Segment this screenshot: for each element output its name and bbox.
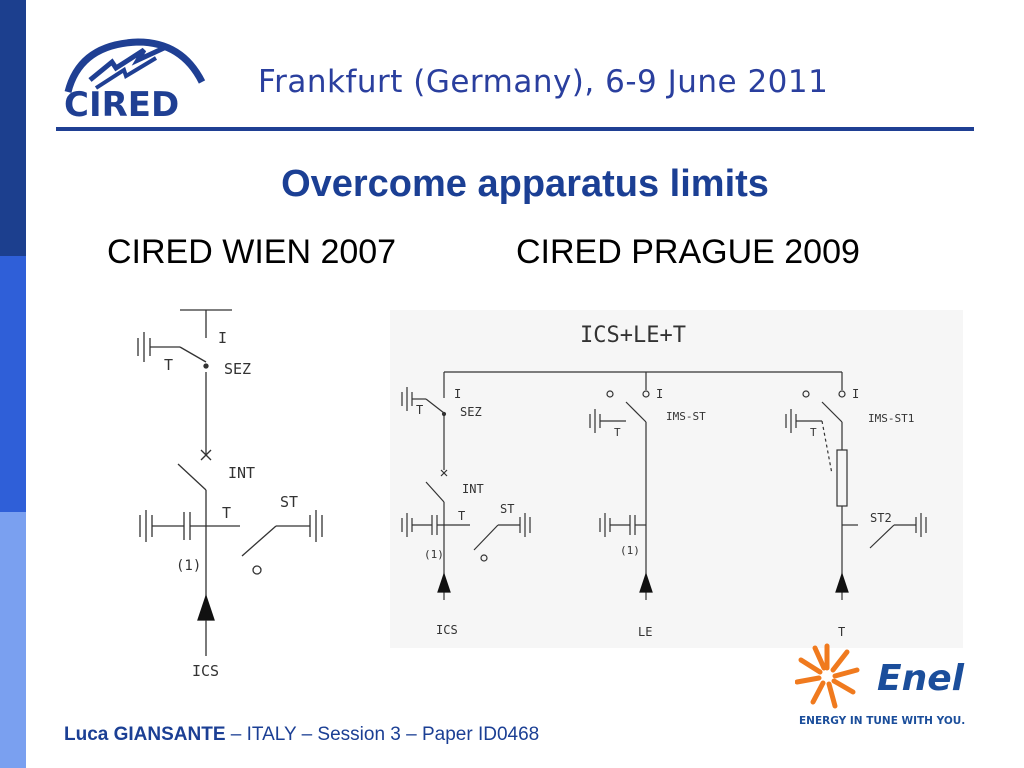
side-bar-light — [0, 512, 26, 768]
svg-text:INT: INT — [462, 482, 484, 496]
svg-text:LE: LE — [638, 625, 653, 639]
svg-text:T: T — [810, 426, 817, 439]
enel-wordmark: Enel — [877, 658, 964, 699]
svg-text:T: T — [416, 403, 424, 417]
svg-text:(1): (1) — [424, 548, 444, 561]
svg-text:(1): (1) — [620, 544, 640, 557]
svg-text:INT: INT — [228, 464, 256, 482]
enel-tagline: ENERGY IN TUNE WITH YOU. — [799, 715, 966, 727]
subtitle-prague: CIRED PRAGUE 2009 — [516, 233, 860, 271]
diagram-title: ICS+LE+T — [580, 323, 686, 348]
svg-text:I: I — [656, 387, 664, 401]
svg-text:T: T — [458, 509, 466, 523]
svg-text:T: T — [838, 625, 846, 639]
subtitle-wien: CIRED WIEN 2007 — [107, 233, 397, 271]
footer-credit — [64, 724, 539, 746]
footer-author: Luca GIANSANTE — [64, 724, 226, 745]
svg-text:SEZ: SEZ — [460, 405, 482, 419]
svg-text:I: I — [454, 387, 462, 401]
svg-text:SEZ: SEZ — [224, 360, 252, 378]
schematic-prague-2009 — [390, 310, 963, 648]
enel-logo — [795, 640, 980, 728]
svg-text:I: I — [218, 329, 228, 347]
svg-text:ST: ST — [280, 493, 299, 511]
svg-text:ST2: ST2 — [870, 511, 892, 525]
side-bar-mid — [0, 256, 26, 512]
svg-text:IMS-ST1: IMS-ST1 — [868, 412, 915, 425]
svg-text:T: T — [614, 426, 621, 439]
schematic-wien-2007 — [120, 300, 340, 690]
svg-text:(1): (1) — [176, 558, 202, 574]
svg-text:I: I — [852, 387, 860, 401]
slide-title: Overcome apparatus limits — [281, 163, 769, 205]
svg-text:T: T — [164, 356, 174, 374]
svg-text:ICS: ICS — [192, 662, 220, 680]
footer-details: – ITALY – Session 3 – Paper ID0468 — [225, 724, 540, 745]
svg-text:IMS-ST: IMS-ST — [666, 410, 706, 423]
logo-text: CIRED — [64, 85, 180, 120]
cired-logo — [60, 36, 210, 120]
conference-title: Frankfurt (Germany), 6-9 June 2011 — [258, 64, 829, 100]
svg-text:ST: ST — [500, 502, 515, 516]
svg-text:ICS: ICS — [436, 623, 458, 637]
header-divider — [56, 127, 974, 131]
side-bar-dark — [0, 0, 26, 256]
svg-text:T: T — [222, 504, 232, 522]
